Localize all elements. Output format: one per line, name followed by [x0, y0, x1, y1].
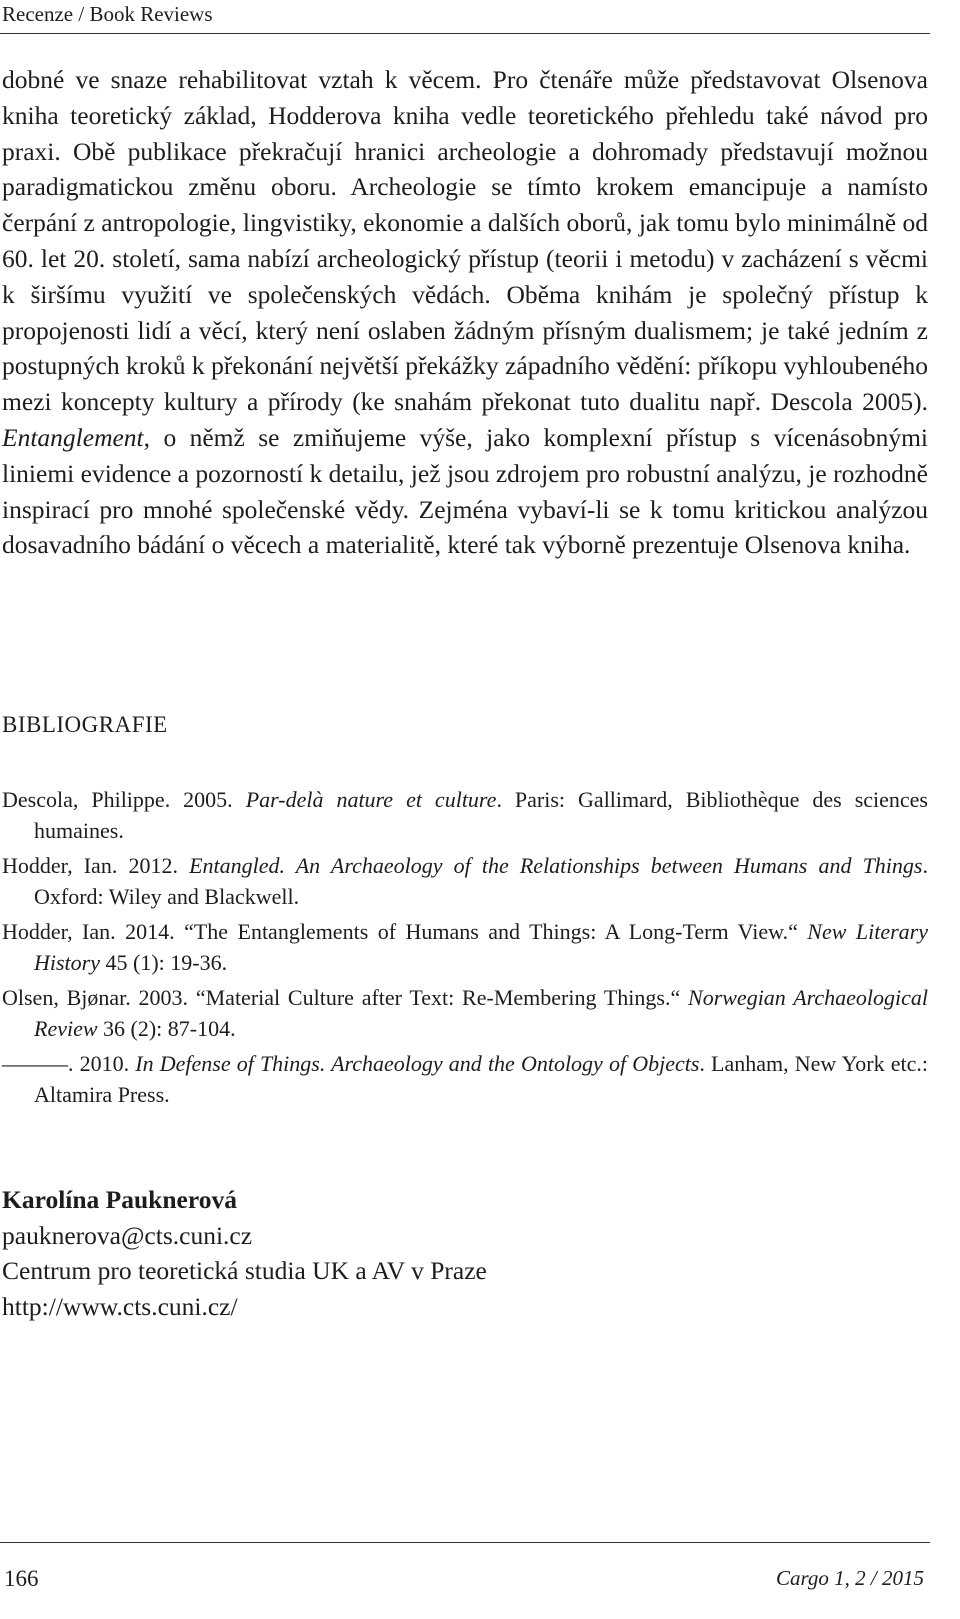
- bibliography-entry: [2, 1048, 928, 1110]
- entry-author: Olsen, Bjønar. 2003. “Material Culture after Text: Re-Membering Things.“: [2, 985, 689, 1010]
- bibliography-entry: [2, 850, 928, 912]
- entry-author: Descola, Philippe. 2005.: [2, 787, 246, 812]
- entry-title: Par-delà nature et culture: [245, 787, 497, 812]
- bibliography-entry: [2, 784, 928, 846]
- entry-publisher: . Lanham, New York etc.: Altamira Press.: [34, 1051, 928, 1107]
- bibliography-entry: [2, 982, 928, 1044]
- entry-volume: 36 (2): 87-104.: [97, 1016, 236, 1041]
- paragraph-text: dobné ve snaze rehabilitovat vztah k věcem. Pro čtenáře může představovat Olsenova kniha teoretický základ, Hodderova kniha vedle teoretického přehledu také návod pro praxi. Obě publikace překračují hranici archeologie a dohromady představují možnou paradigmatickou změnu oboru. Archeologie se tímto krokem emancipuje a namísto čerpání z antropologie, lingvistiky, ekonomie a dalších oborů, jak tomu bylo minimálně od 60. let 20. století, sama nabízí archeologický přístup (teorii i metodu) v zacházení s věcmi k širšímu využití ve společenských vědách. Oběma knihám je společný přístup k propojenosti lidí a věcí, který není oslaben žádným přísným dualismem; je také jedním z postupných kroků k překonání největší překážky západního vědění: příkopu vyhloubeného mezi koncepty kultury a přírody (ke snahám překonat tuto dualitu např. Descola 2005).: [2, 65, 928, 417]
- running-head: [0, 0, 960, 32]
- entry-journal: Norwegian Archaeological Review: [34, 985, 929, 1041]
- bibliography-list: [2, 784, 928, 1114]
- entry-author: ———. 2010.: [2, 1051, 136, 1076]
- paragraph-italic-term: Entanglement: [2, 422, 144, 452]
- entry-title: In Defense of Things. Archaeology and the Ontology of Objects: [135, 1051, 700, 1076]
- journal-citation: Cargo 1, 2 / 2015: [776, 1566, 924, 1590]
- author-block: [2, 1182, 487, 1324]
- entry-title: Entangled. An Archaeology of the Relationships between Humans and Things: [189, 853, 923, 878]
- author-url: http://www.cts.cuni.cz/: [2, 1291, 238, 1321]
- entry-journal: New Literary History: [34, 919, 928, 975]
- entry-volume: 45 (1): 19-36.: [100, 950, 228, 975]
- entry-author: Hodder, Ian. 2014. “The Entanglements of Humans and Things: A Long-Term View.“: [2, 919, 808, 944]
- entry-author: Hodder, Ian. 2012.: [2, 853, 190, 878]
- header-rule: [0, 33, 930, 34]
- footer-rule: [0, 1542, 930, 1543]
- body-text: [2, 62, 928, 563]
- author-name: Karolína Pauknerová: [2, 1185, 237, 1214]
- entry-publisher: . Oxford: Wiley and Blackwell.: [34, 853, 928, 909]
- paragraph-text-continued: , o němž se zmiňujeme výše, jako komplexní přístup s vícenásobnými liniemi evidence a pozorností k detailu, jež jsou zdrojem pro robustní analýzu, je rozhodně inspirací pro mnohé společenské vědy. Zejména vybaví-li se k tomu kritickou analýzou dosavadního bádání o věcech a materialitě, které tak výborně prezentuje Olsenova kniha.: [2, 422, 928, 560]
- entry-publisher: . Paris: Gallimard, Bibliothèque des sciences humaines.: [34, 787, 928, 843]
- author-affiliation: Centrum pro teoretická studia UK a AV v Praze: [2, 1256, 487, 1285]
- bibliography-heading: BIBLIOGRAFIE: [2, 712, 168, 737]
- author-email: pauknerova@cts.cuni.cz: [2, 1220, 253, 1250]
- running-head-title: Recenze / Book Reviews: [2, 2, 213, 26]
- page-number: 166: [4, 1566, 39, 1591]
- body-paragraph: [2, 62, 928, 563]
- bibliography-entry: [2, 916, 928, 978]
